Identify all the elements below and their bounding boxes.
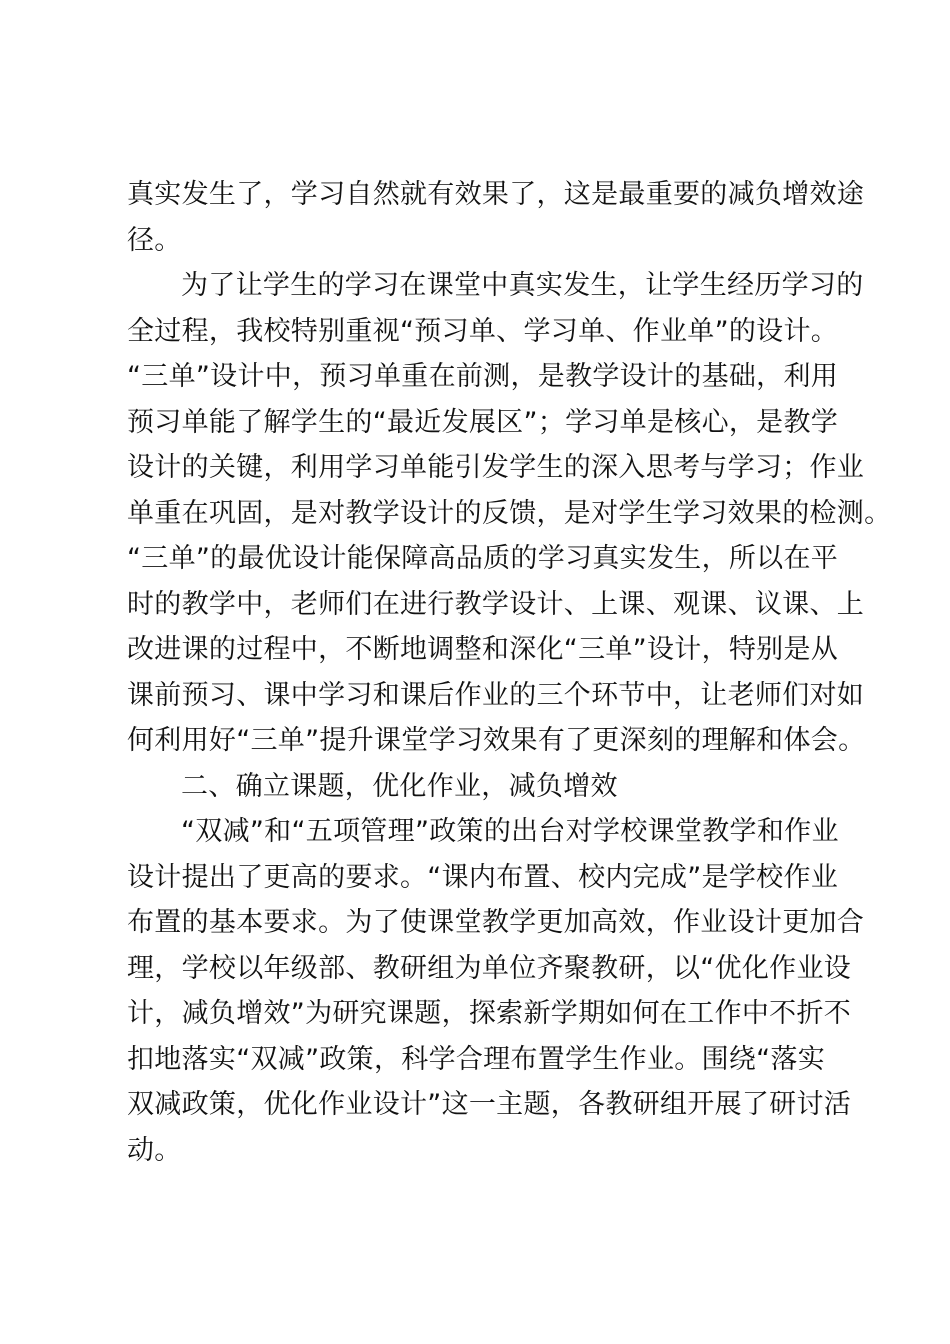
- text-line: 布置的基本要求。为了使课堂教学更加高效，作业设计更加合: [127, 907, 865, 938]
- body-text: [127, 172, 892, 1173]
- text-line: 何利用好“三单”提升课堂学习效果有了更深刻的理解和体会。: [127, 725, 866, 756]
- text-line: 真实发生了，学习自然就有效果了，这是最重要的减负增效途: [127, 179, 865, 210]
- text-line: 全过程，我校特别重视“预习单、学习单、作业单”的设计。: [127, 315, 839, 347]
- text-line: 扣地落实“双减”政策，科学合理布置学生作业。围绕“落实: [127, 1043, 826, 1075]
- text-line: 双减政策，优化作业设计”这一主题，各教研组开展了研讨活: [127, 1089, 852, 1120]
- text-line: 课前预习、课中学习和课后作业的三个环节中，让老师们对如: [127, 679, 865, 711]
- text-line: 改进课的过程中，不断地调整和深化“三单”设计，特别是从: [127, 634, 839, 665]
- text-line: 径。: [127, 224, 182, 256]
- text-line: 理，学校以年级部、教研组为单位齐聚教研，以“优化作业设: [127, 952, 852, 984]
- text-line: 时的教学中，老师们在进行教学设计、上课、观课、议课、上: [127, 588, 865, 620]
- paragraph-first-line: “双减”和“五项管理”政策的出台对学校课堂教学和作业: [181, 816, 839, 847]
- text-line: “三单”设计中，预习单重在前测，是教学设计的基础，利用: [127, 361, 839, 392]
- text-line: 单重在巩固，是对教学设计的反馈，是对学生学习效果的检测。: [127, 497, 892, 529]
- text-line: 动。: [127, 1134, 182, 1166]
- paragraph-first-line: 为了让学生的学习在课堂中真实发生，让学生经历学习的: [181, 270, 864, 301]
- text-line: 设计的关键，利用学习单能引发学生的深入思考与学习；作业: [127, 452, 865, 483]
- text-line: “三单”的最优设计能保障高品质的学习真实发生，所以在平: [127, 543, 839, 574]
- text-line: 计，减负增效”为研究课题，探索新学期如何在工作中不折不: [127, 998, 852, 1029]
- text-line: 设计提出了更高的要求。“课内布置、校内完成”是学校作业: [127, 861, 839, 893]
- section-heading: 二、确立课题，优化作业，减负增效: [181, 770, 618, 802]
- text-line: 预习单能了解学生的“最近发展区”；学习单是核心，是教学: [127, 406, 839, 438]
